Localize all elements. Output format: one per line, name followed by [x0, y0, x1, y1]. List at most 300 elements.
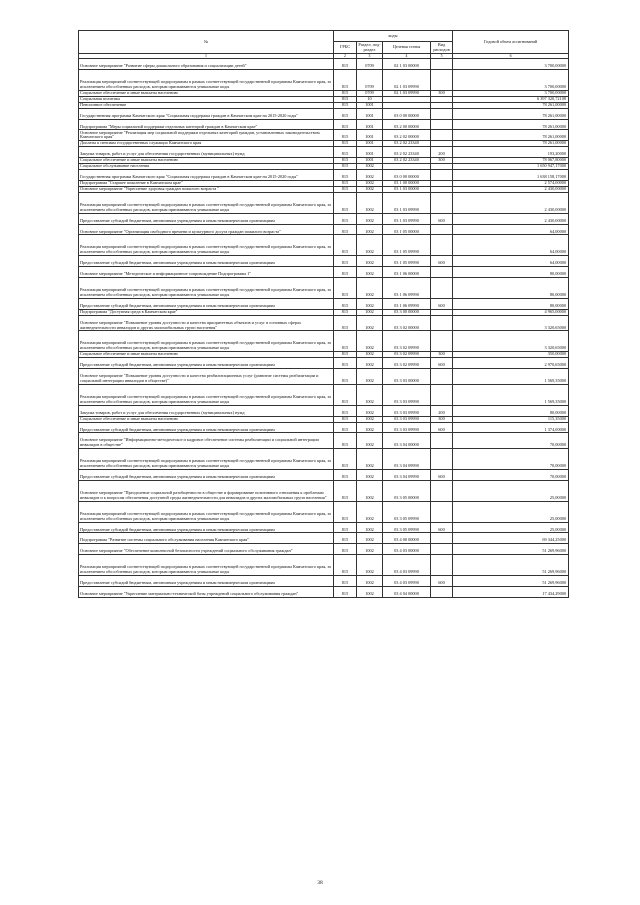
row-vr — [431, 586, 453, 597]
row-grbs: 815 — [334, 96, 357, 102]
table-row — [79, 358, 569, 369]
row-sum: 64,00000 — [453, 224, 569, 235]
row-sum: 51 269,96000 — [453, 555, 569, 576]
row-vr — [431, 501, 453, 522]
row-csr: 03 3 02 09990 — [383, 331, 431, 352]
table-row — [79, 422, 569, 433]
row-csr: 03 1 05 09990 — [383, 256, 431, 267]
row-name: Подпрограмма "Старшее поколение в Камчатском крае" — [79, 180, 334, 186]
row-grbs: 815 — [334, 235, 357, 256]
table-row — [79, 59, 569, 70]
row-sum: 78 261,00000 — [453, 108, 569, 119]
idx-2: 2 — [334, 54, 357, 59]
row-name: Реализация мероприятий соответствующей подпрограммы в рамках соответствующей государственной программы Камчатского края, за исключением обособленных расходов, которым присваиваются уникальные коды — [79, 555, 334, 576]
row-razdel: 1002 — [357, 267, 383, 278]
row-name: Реализация мероприятий соответствующей подпрограммы в рамках соответствующей государственной программы Камчатского края, за исключением обособленных расходов, которым присваиваются уникальные коды — [79, 501, 334, 522]
row-grbs: 815 — [334, 180, 357, 186]
table-row — [79, 315, 569, 331]
row-razdel: 1002 — [357, 416, 383, 422]
table-row — [79, 555, 569, 576]
row-grbs: 815 — [334, 416, 357, 422]
row-csr: 03 3 00 00000 — [383, 309, 431, 315]
row-vr — [431, 130, 453, 141]
row-grbs: 815 — [334, 224, 357, 235]
row-grbs: 815 — [334, 544, 357, 555]
row-name: Реализация мероприятий соответствующей подпрограммы в рамках соответствующей государственной программы Камчатского края, за исключением обособленных расходов, которым присваиваются уникальные коды — [79, 235, 334, 256]
row-name: Закупка товаров, работ и услуг для обеспечения государственных (муниципальных) нужд — [79, 405, 334, 416]
row-sum: 69 344,25000 — [453, 533, 569, 544]
row-name: Предоставление субсидий бюджетным, автономным учреждениям и иным некоммерческим организациям — [79, 576, 334, 587]
row-grbs: 815 — [334, 119, 357, 130]
table-row — [79, 298, 569, 309]
row-grbs: 815 — [334, 405, 357, 416]
row-vr — [431, 315, 453, 331]
row-sum: 2 574,00000 — [453, 180, 569, 186]
row-name: Основное мероприятие "Реализация мер социальной поддержки отдельных категорий граждан, установленных законодательством Камчатского края" — [79, 130, 334, 141]
row-razdel: 1002 — [357, 586, 383, 597]
row-grbs: 815 — [334, 130, 357, 141]
row-vr — [431, 235, 453, 256]
row-grbs: 815 — [334, 586, 357, 597]
row-csr: 03 4 04 00000 — [383, 586, 431, 597]
row-vr: 300 — [431, 90, 453, 96]
row-razdel: 0709 — [357, 59, 383, 70]
row-grbs: 815 — [334, 501, 357, 522]
row-grbs: 815 — [334, 108, 357, 119]
row-name: Реализация мероприятий соответствующей подпрограммы в рамках соответствующей государственной программы Камчатского края, за исключением обособленных расходов, которым присваиваются уникальные коды — [79, 331, 334, 352]
table-row — [79, 449, 569, 470]
row-grbs: 815 — [334, 555, 357, 576]
table-row — [79, 576, 569, 587]
row-name: Предоставление субсидий бюджетным, автономным учреждениям и иным некоммерческим организациям — [79, 422, 334, 433]
row-sum: 25,00000 — [453, 480, 569, 501]
row-sum: 3 320,65000 — [453, 315, 569, 331]
row-csr: 03 3 03 09990 — [383, 405, 431, 416]
row-sum: 70,00000 — [453, 433, 569, 449]
row-vr — [431, 224, 453, 235]
table-row — [79, 544, 569, 555]
row-grbs: 815 — [334, 164, 357, 170]
table-row — [79, 235, 569, 256]
row-razdel: 1002 — [357, 555, 383, 576]
table-row — [79, 213, 569, 224]
row-sum: 78 261,00000 — [453, 141, 569, 147]
row-sum: 3 320,65000 — [453, 331, 569, 352]
header-codes: коды — [334, 31, 453, 42]
row-vr: 600 — [431, 522, 453, 533]
table-row — [79, 170, 569, 181]
table-row — [79, 70, 569, 91]
table-row — [79, 224, 569, 235]
row-sum: 6 397 320,72108 — [453, 96, 569, 102]
row-csr: 02 1 03 09990 — [383, 70, 431, 91]
row-razdel: 10 — [357, 96, 383, 102]
row-vr — [431, 170, 453, 181]
row-csr: 03 3 05 09990 — [383, 501, 431, 522]
row-vr — [431, 108, 453, 119]
row-name: Подпрограмма "Развитие системы социального обслуживания населения Камчатского края" — [79, 533, 334, 544]
row-name: Основное мероприятие "Повышение уровня доступности и качества приоритетных объектов и услуг в основных сферах жизнедеятельности инвалидов и других маломобильных групп населения" — [79, 315, 334, 331]
table-row — [79, 384, 569, 405]
row-name: Социальное обеспечение и иные выплаты населению — [79, 90, 334, 96]
row-name: Государственная программа Камчатского края "Социальная поддержка граждан в Камчатском крае на 2015-2020 годы" — [79, 170, 334, 181]
row-csr: 03 3 02 09990 — [383, 358, 431, 369]
table-row — [79, 522, 569, 533]
row-grbs: 815 — [334, 158, 357, 164]
row-grbs: 815 — [334, 358, 357, 369]
row-sum: 25,00000 — [453, 501, 569, 522]
row-name: Реализация мероприятий соответствующей подпрограммы в рамках соответствующей государственной программы Камчатского края, за исключением обособленных расходов, которым присваиваются уникальные коды — [79, 384, 334, 405]
page-number: 38 — [317, 880, 323, 886]
row-razdel: 1002 — [357, 256, 383, 267]
row-razdel: 1002 — [357, 533, 383, 544]
row-name: Основное мероприятие "Методическое и информационное сопровождение Подпрограммы 1" — [79, 267, 334, 278]
row-name: Предоставление субсидий бюджетным, автономным учреждениям и иным некоммерческим организациям — [79, 213, 334, 224]
row-sum: 3 700,00000 — [453, 90, 569, 96]
row-csr: 03 4 03 09990 — [383, 555, 431, 576]
header-amount: Годовой объем ассигнований — [453, 31, 569, 54]
row-grbs: 815 — [334, 315, 357, 331]
row-grbs: 815 — [334, 213, 357, 224]
row-grbs: 815 — [334, 422, 357, 433]
row-razdel: 1001 — [357, 119, 383, 130]
row-vr — [431, 70, 453, 91]
row-csr: 03 1 05 09990 — [383, 235, 431, 256]
row-razdel: 1002 — [357, 501, 383, 522]
row-vr: 300 — [431, 416, 453, 422]
row-sum: 3 700,00000 — [453, 70, 569, 91]
row-sum: 115,35000 — [453, 416, 569, 422]
budget-table-sheet — [78, 30, 568, 598]
row-csr: 03 3 02 09990 — [383, 352, 431, 358]
row-razdel: 1002 — [357, 369, 383, 385]
row-vr — [431, 278, 453, 299]
row-csr: 03 1 06 00000 — [383, 267, 431, 278]
row-razdel: 1002 — [357, 358, 383, 369]
row-sum: 80,00000 — [453, 278, 569, 299]
table-row — [79, 119, 569, 130]
row-csr: 02 1 03 09990 — [383, 90, 431, 96]
row-vr: 600 — [431, 256, 453, 267]
row-razdel: 1001 — [357, 130, 383, 141]
row-vr — [431, 119, 453, 130]
row-csr: 03 3 04 09990 — [383, 470, 431, 481]
row-vr: 600 — [431, 470, 453, 481]
table-row — [79, 130, 569, 141]
row-csr: 03 1 03 09990 — [383, 192, 431, 213]
row-sum: 51 269,96000 — [453, 576, 569, 587]
table-row — [79, 147, 569, 158]
row-razdel: 1001 — [357, 147, 383, 158]
row-name: Основное мероприятие "Обеспечение комплексной безопасности учреждений социального обслуживания граждан" — [79, 544, 334, 555]
table-row — [79, 256, 569, 267]
row-sum: 78 261,00000 — [453, 119, 569, 130]
row-grbs: 815 — [334, 256, 357, 267]
row-vr — [431, 59, 453, 70]
row-csr: 03 1 05 00000 — [383, 224, 431, 235]
row-csr: 03 2 00 00000 — [383, 119, 431, 130]
row-vr — [431, 449, 453, 470]
row-name: Социальное обслуживание населения — [79, 164, 334, 170]
row-sum: 1 650 947,17000 — [453, 164, 569, 170]
row-vr — [431, 480, 453, 501]
row-vr — [431, 544, 453, 555]
row-csr: 03 3 03 09990 — [383, 416, 431, 422]
row-razdel: 1002 — [357, 164, 383, 170]
header-razdel: Раздел, под-раздел — [358, 41, 381, 52]
row-sum: 80,00000 — [453, 405, 569, 416]
row-csr: 03 1 06 09990 — [383, 298, 431, 309]
row-razdel: 0709 — [357, 90, 383, 96]
row-sum: 78 067,80000 — [453, 158, 569, 164]
row-csr: 03 0 00 00000 — [383, 108, 431, 119]
row-razdel: 1002 — [357, 352, 383, 358]
row-sum: 1 638 158,17000 — [453, 170, 569, 181]
row-vr — [431, 267, 453, 278]
row-csr: 03 3 03 00000 — [383, 369, 431, 385]
row-sum: 350,00000 — [453, 352, 569, 358]
row-name: Основное мероприятие "Повышение уровня доступности и качества реабилитационных услуг (развитие системы реабилитации и социальной интеграции инвалидов в обществе)" — [79, 369, 334, 385]
row-grbs: 815 — [334, 90, 357, 96]
row-razdel: 1002 — [357, 522, 383, 533]
table-row — [79, 480, 569, 501]
row-grbs: 815 — [334, 278, 357, 299]
row-sum: 2 430,00000 — [453, 192, 569, 213]
row-razdel: 1002 — [357, 315, 383, 331]
row-grbs: 815 — [334, 522, 357, 533]
row-name: Основное мероприятие "Развитие сферы дошкольного образования и социализации детей" — [79, 59, 334, 70]
header-csr: Целевая статья — [383, 42, 431, 54]
row-razdel: 1002 — [357, 576, 383, 587]
row-csr: 03 1 00 00000 — [383, 180, 431, 186]
row-vr — [431, 433, 453, 449]
row-name: Предоставление субсидий бюджетным, автономным учреждениям и иным некоммерческим организациям — [79, 358, 334, 369]
row-name: Предоставление субсидий бюджетным, автономным учреждениям и иным некоммерческим организациям — [79, 470, 334, 481]
row-csr: 03 3 05 09990 — [383, 522, 431, 533]
row-csr: 03 1 03 00000 — [383, 186, 431, 192]
row-grbs: 815 — [334, 576, 357, 587]
row-razdel: 1002 — [357, 224, 383, 235]
row-sum: 2 430,00000 — [453, 213, 569, 224]
row-sum: 17 434,29000 — [453, 586, 569, 597]
row-sum: 70,00000 — [453, 449, 569, 470]
table-row — [79, 369, 569, 385]
row-csr: 03 2 02 23340 — [383, 141, 431, 147]
row-vr: 600 — [431, 576, 453, 587]
row-sum: 51 269,96000 — [453, 544, 569, 555]
row-grbs: 815 — [334, 533, 357, 544]
row-sum: 2 430,00000 — [453, 186, 569, 192]
row-sum: 80,00000 — [453, 298, 569, 309]
row-razdel: 1002 — [357, 331, 383, 352]
row-razdel: 1002 — [357, 449, 383, 470]
idx-3: 3 — [357, 54, 383, 59]
row-name: Предоставление субсидий бюджетным, автономным учреждениям и иным некоммерческим организациям — [79, 522, 334, 533]
row-grbs: 815 — [334, 186, 357, 192]
row-name: Реализация мероприятий соответствующей подпрограммы в рамках соответствующей государственной программы Камчатского края, за исключением обособленных расходов, которым присваиваются уникальные коды — [79, 192, 334, 213]
table-row — [79, 192, 569, 213]
row-name: Социальная политика — [79, 96, 334, 102]
row-sum: 193,20000 — [453, 147, 569, 158]
row-razdel: 1002 — [357, 433, 383, 449]
table-row — [79, 501, 569, 522]
row-grbs: 815 — [334, 352, 357, 358]
row-sum: 78 261,00000 — [453, 102, 569, 108]
row-razdel: 1001 — [357, 141, 383, 147]
table-row — [79, 108, 569, 119]
row-csr: 03 3 05 00000 — [383, 480, 431, 501]
row-csr: 03 1 03 09990 — [383, 213, 431, 224]
row-name: Предоставление субсидий бюджетным, автономным учреждениям и иным некоммерческим организациям — [79, 256, 334, 267]
row-grbs: 815 — [334, 470, 357, 481]
row-grbs: 815 — [334, 384, 357, 405]
row-grbs: 815 — [334, 331, 357, 352]
row-name: Социальное обеспечение и иные выплаты населению — [79, 158, 334, 164]
row-name: Реализация мероприятий соответствующей подпрограммы в рамках соответствующей государственной программы Камчатского края, за исключением обособленных расходов, которым присваиваются уникальные коды — [79, 70, 334, 91]
row-csr: 03 3 03 09990 — [383, 384, 431, 405]
row-grbs: 815 — [334, 309, 357, 315]
row-name: Подпрограмма "Доступная среда в Камчатском крае" — [79, 309, 334, 315]
row-razdel: 1002 — [357, 405, 383, 416]
row-grbs: 815 — [334, 449, 357, 470]
row-name: Социальное обеспечение и иные выплаты населению — [79, 352, 334, 358]
row-csr: 03 3 02 00000 — [383, 315, 431, 331]
row-name: Предоставление субсидий бюджетным, автономным учреждениям и иным некоммерческим организациям — [79, 298, 334, 309]
row-csr: 03 4 03 00000 — [383, 544, 431, 555]
row-razdel: 1002 — [357, 213, 383, 224]
row-csr: 03 1 06 09990 — [383, 278, 431, 299]
table-row — [79, 405, 569, 416]
idx-5: 5 — [431, 54, 453, 59]
row-vr — [431, 533, 453, 544]
row-razdel: 1002 — [357, 235, 383, 256]
idx-4: 4 — [383, 54, 431, 59]
row-vr: 600 — [431, 298, 453, 309]
row-razdel: 1002 — [357, 309, 383, 315]
row-name: Пенсионное обеспечение — [79, 102, 334, 108]
table-row — [79, 470, 569, 481]
row-sum: 64,00000 — [453, 235, 569, 256]
row-name: Основное мероприятие "Информационно-методическое и кадровое обеспечение системы реабилитации и социальной интеграции инвалидов в обществе" — [79, 433, 334, 449]
row-vr: 600 — [431, 213, 453, 224]
budget-table — [78, 30, 569, 598]
table-row — [79, 267, 569, 278]
idx-6: 6 — [453, 54, 569, 59]
row-csr: 03 0 00 00000 — [383, 170, 431, 181]
row-grbs: 815 — [334, 170, 357, 181]
row-sum: 3 700,00000 — [453, 59, 569, 70]
row-razdel: 1001 — [357, 102, 383, 108]
header-num: № — [79, 31, 334, 54]
header-grbs: ГРБС — [334, 42, 357, 54]
row-razdel: 1002 — [357, 480, 383, 501]
row-name: Основное мероприятие "Преодоление социальной разобщенности в обществе и формирование позитивного отношения к проблемам инвалидов и к вопросам обеспечения доступной среды жизнедеятельности для инвалидов и других маломобильных групп населения" — [79, 480, 334, 501]
row-name: Реализация мероприятий соответствующей подпрограммы в рамках соответствующей государственной программы Камчатского края, за исключением обособленных расходов, которым присваиваются уникальные коды — [79, 449, 334, 470]
row-csr: 03 2 02 00000 — [383, 130, 431, 141]
row-sum: 80,00000 — [453, 267, 569, 278]
row-razdel: 1001 — [357, 158, 383, 164]
row-grbs: 815 — [334, 267, 357, 278]
row-vr: 600 — [431, 358, 453, 369]
row-vr — [431, 192, 453, 213]
row-name: Подпрограмма "Меры социальной поддержки отдельных категорий граждан в Камчатском крае" — [79, 119, 334, 130]
row-vr — [431, 331, 453, 352]
row-razdel: 1002 — [357, 422, 383, 433]
header-vr: Вид расходов — [431, 42, 453, 54]
row-csr: 03 3 04 00000 — [383, 433, 431, 449]
row-name: Доплаты к пенсиям государственных служащих Камчатского края — [79, 141, 334, 147]
row-grbs: 815 — [334, 147, 357, 158]
row-grbs: 815 — [334, 102, 357, 108]
row-vr — [431, 384, 453, 405]
row-name: Социальное обеспечение и иные выплаты населению — [79, 416, 334, 422]
row-csr: 03 4 03 09990 — [383, 576, 431, 587]
row-sum: 1 569,35000 — [453, 369, 569, 385]
row-sum: 64,00000 — [453, 256, 569, 267]
table-row — [79, 433, 569, 449]
row-grbs: 815 — [334, 59, 357, 70]
row-grbs: 815 — [334, 480, 357, 501]
row-razdel: 1002 — [357, 544, 383, 555]
table-row — [79, 533, 569, 544]
row-grbs: 815 — [334, 369, 357, 385]
row-razdel: 1002 — [357, 180, 383, 186]
row-csr: 03 3 04 09990 — [383, 449, 431, 470]
row-razdel: 1001 — [357, 108, 383, 119]
row-razdel: 1002 — [357, 186, 383, 192]
row-name: Реализация мероприятий соответствующей подпрограммы в рамках соответствующей государственной программы Камчатского края, за исключением обособленных расходов, которым присваиваются уникальные коды — [79, 278, 334, 299]
row-vr — [431, 555, 453, 576]
row-name: Основное мероприятие "Укрепление здоровья граждан пожилого возраста " — [79, 186, 334, 192]
row-razdel: 1002 — [357, 192, 383, 213]
row-csr: 03 2 02 23340 — [383, 158, 431, 164]
row-name: Государственная программа Камчатского края "Социальная поддержка граждан в Камчатском крае на 2015-2020 годы" — [79, 108, 334, 119]
row-razdel: 1002 — [357, 278, 383, 299]
row-grbs: 815 — [334, 70, 357, 91]
row-vr: 300 — [431, 158, 453, 164]
row-razdel: 1002 — [357, 298, 383, 309]
row-vr: 200 — [431, 405, 453, 416]
table-row — [79, 331, 569, 352]
row-name: Закупка товаров, работ и услуг для обеспечения государственных (муниципальных) нужд — [79, 147, 334, 158]
row-sum: 78 261,00000 — [453, 130, 569, 141]
row-razdel: 1002 — [357, 384, 383, 405]
row-csr: 03 4 00 00000 — [383, 533, 431, 544]
row-name: Основное мероприятие "Организация свободного времени и культурного досуга граждан пожилого возраста" — [79, 224, 334, 235]
table-row — [79, 278, 569, 299]
row-sum: 25,00000 — [453, 522, 569, 533]
row-sum: 1 374,00000 — [453, 422, 569, 433]
row-razdel: 0709 — [357, 70, 383, 91]
row-grbs: 815 — [334, 433, 357, 449]
row-name: Основное мероприятие "Укрепление материально-технической базы учреждений социального обслуживания граждан" — [79, 586, 334, 597]
row-vr: 300 — [431, 352, 453, 358]
row-sum: 1 569,35000 — [453, 384, 569, 405]
row-csr: 02 1 03 00000 — [383, 59, 431, 70]
row-sum: 70,00000 — [453, 470, 569, 481]
row-grbs: 815 — [334, 141, 357, 147]
row-vr: 600 — [431, 422, 453, 433]
row-sum: 4 965,00000 — [453, 309, 569, 315]
table-row — [79, 586, 569, 597]
table-body — [79, 59, 569, 598]
row-grbs: 815 — [334, 192, 357, 213]
row-razdel: 1002 — [357, 470, 383, 481]
row-csr: 03 3 03 09990 — [383, 422, 431, 433]
row-csr: 03 2 02 23340 — [383, 147, 431, 158]
row-vr — [431, 369, 453, 385]
row-vr: 200 — [431, 147, 453, 158]
